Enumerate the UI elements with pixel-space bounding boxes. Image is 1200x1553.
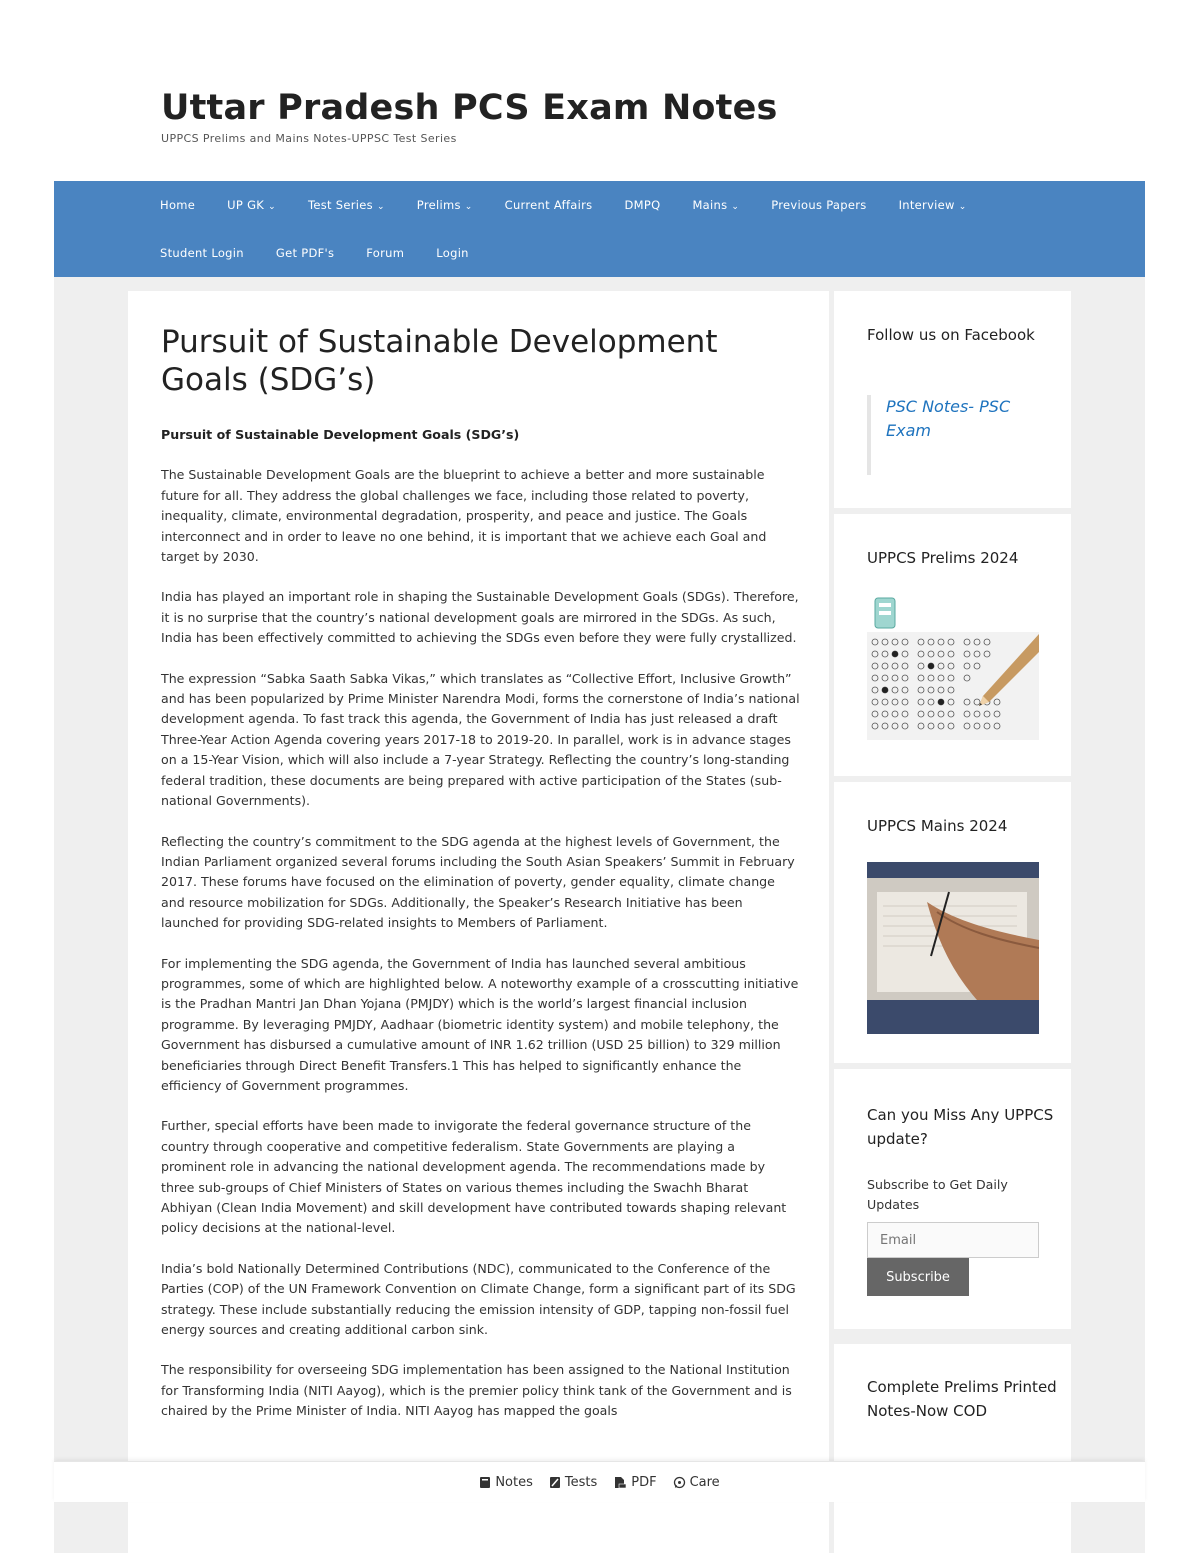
printed-notes-widget (834, 1344, 1071, 1553)
nav-item-label: Current Affairs (504, 198, 593, 212)
nav-item-current-affairs[interactable] (505, 198, 593, 212)
nav-item-mains[interactable] (692, 198, 739, 212)
bottom-tests-label: Tests (564, 1474, 598, 1490)
prelims-promo-image[interactable] (867, 594, 1039, 740)
nav-item-test-series[interactable] (308, 198, 385, 212)
nav-item-forum[interactable] (366, 246, 404, 260)
facebook-widget-title: Follow us on Facebook (867, 326, 1035, 344)
chevron-down-icon: ⌄ (958, 202, 967, 212)
chevron-down-icon: ⌄ (731, 202, 740, 212)
nav-item-interview[interactable] (899, 198, 967, 212)
nav-item-label: Prelims (416, 198, 461, 212)
facebook-quote (867, 395, 1058, 475)
paragraph: India has played an important role in shaping the Sustainable Development Goals (SDGs). Therefore, it is no surprise that the country’s national development goals are mirrored in the SDGs. As such, India has been effectively committed to achieving the SDGs even before they were fully crystallized. (161, 589, 799, 646)
site-header (161, 86, 1061, 145)
chevron-down-icon: ⌄ (376, 202, 385, 212)
paragraph: The expression “Sabka Saath Sabka Vikas,” which translates as “Collective Effort, Inclusive Growth” and has been popularized by Prime Minister Narendra Modi, forms the cornerstone of India’s national development agenda. To fast track this agenda, the Government of India has just released a draft Three-Year Action Agenda covering years 2017-18 to 2019-20. In parallel, work is in advance stages on a 15-Year Vision, which will also include a 7-year Strategy. Reflecting the country’s long-standing federal tradition, these documents are being prepared with active participation of the States (sub-national Governments). (161, 670, 800, 809)
subscribe-subtitle: Subscribe to Get Daily Updates (867, 1177, 1008, 1212)
whatsapp-icon (673, 1476, 686, 1489)
bottom-care-label: Care (689, 1474, 720, 1490)
bottom-notes-link[interactable] (479, 1475, 533, 1490)
paragraph: For implementing the SDG agenda, the Government of India has launched several ambitious programmes, some of which are highlighted below. A noteworthy example of a crosscutting initiative is the Pradhan Mantri Jan Dhan Yojana (PMJDY) which is the world’s largest financial inclusion programme. By leveraging PMJDY, Aadhaar (biometric identity system) and mobile telephony, the Government has disbursed a cumulative amount of INR 1.62 trillion (USD 25 billion) to 329 million beneficiaries through Direct Benefit Transfers.1 This has helped to significantly enhance the efficiency of Government programmes. (161, 955, 799, 1093)
nav-item-label: Test Series (307, 198, 373, 212)
bottom-quick-bar (54, 1461, 1145, 1502)
pdf-icon (613, 1476, 627, 1489)
mains-promo-image[interactable] (867, 862, 1039, 1034)
paragraph: The Sustainable Development Goals are the blueprint to achieve a better and more sustainable future for all. They address the global challenges we face, including those related to poverty, inequality, climate, environmental degradation, prosperity, and peace and justice. The Goals interconnect and in order to leave no one behind, it is important that we achieve each Goal and target by 2030. (161, 467, 767, 565)
nav-item-label: Forum (366, 246, 405, 260)
prelims-widget-title: UPPCS Prelims 2024 (867, 549, 1019, 567)
paragraph: India’s bold Nationally Determined Contributions (NDC), communicated to the Conference of the Parties (COP) of the UN Framework Convention on Climate Change, form a significant part of its SDG strategy. These include substantially reducing the emission intensity of GDP, tapping non-fossil fuel energy sources and creating additional carbon sink. (161, 1260, 796, 1338)
bottom-pdf-label: PDF (631, 1474, 657, 1490)
nav-item-home[interactable] (160, 198, 195, 212)
subscribe-widget (834, 1069, 1071, 1329)
facebook-widget (834, 291, 1071, 508)
paragraph: The responsibility for overseeing SDG implementation has been assigned to the National Institution for Transforming India (NITI Aayog), which is the premier policy think tank of the Government and is chaired by the Prime Minister of India. NITI Aayog has mapped the goals (161, 1362, 792, 1419)
post-title: Pursuit of Sustainable Development Goals (SDG’s) (161, 324, 718, 398)
nav-item-label: UP GK (227, 198, 265, 212)
facebook-page-link[interactable]: PSC Notes- PSC Exam (886, 397, 1011, 440)
nav-item-dmpq[interactable] (624, 198, 660, 212)
nav-item-up-gk[interactable] (227, 198, 276, 212)
nav-item-label: Home (160, 198, 196, 212)
subscribe-button[interactable]: Subscribe (867, 1258, 969, 1296)
nav-item-label: Student Login (160, 246, 244, 260)
main-navigation (54, 181, 1145, 277)
article (128, 291, 829, 1553)
bottom-pdf-link[interactable] (613, 1475, 656, 1490)
email-field[interactable] (867, 1222, 1039, 1258)
printed-notes-widget-title: Complete Prelims Printed Notes-Now COD (867, 1378, 1057, 1420)
nav-item-label: Get PDF's (275, 246, 335, 260)
bottom-care-link[interactable] (673, 1475, 720, 1490)
nav-item-label: Previous Papers (771, 198, 867, 212)
mains-widget (834, 782, 1071, 1063)
chevron-down-icon: ⌄ (268, 202, 276, 212)
subscribe-widget-title: Can you Miss Any UPPCS update? (867, 1106, 1054, 1148)
site-title[interactable]: Uttar Pradesh PCS Exam Notes (161, 88, 778, 128)
nav-item-student-login[interactable] (160, 246, 244, 260)
nav-item-label: Login (436, 246, 469, 260)
nav-item-get-pdf-s[interactable] (276, 246, 334, 260)
chevron-down-icon: ⌄ (464, 202, 473, 212)
nav-item-label: Interview (898, 198, 955, 212)
nav-item-login[interactable] (436, 246, 469, 260)
nav-item-previous-papers[interactable] (771, 198, 866, 212)
bottom-notes-label: Notes (495, 1474, 533, 1490)
prelims-omr-sheet-illustration (867, 594, 1039, 740)
mains-widget-title: UPPCS Mains 2024 (867, 817, 1008, 835)
nav-item-prelims[interactable] (417, 198, 473, 212)
mains-writing-illustration (867, 862, 1039, 1034)
site-tagline: UPPCS Prelims and Mains Notes-UPPSC Test Series (161, 132, 457, 145)
nav-row-primary (160, 181, 999, 229)
pencil-icon (549, 1476, 561, 1489)
nav-row-secondary (160, 229, 501, 277)
nav-item-label: Mains (692, 198, 728, 212)
prelims-widget (834, 514, 1071, 776)
nav-item-label: DMPQ (624, 198, 661, 212)
book-icon (479, 1476, 491, 1489)
post-intro-bold: Pursuit of Sustainable Development Goals (SDG’s) (161, 427, 520, 442)
paragraph: Further, special efforts have been made to invigorate the federal governance structure of the country through cooperative and competitive federalism. State Governments are playing a prominent role in advancing the national development agenda. The recommendations made by three sub-groups of Chief Ministers of States on various themes including the Swachh Bharat Abhiyan (Clean India Movement) and skill development have contributed towards shaping relevant policy decisions at the national-level. (161, 1118, 787, 1236)
post-body (161, 425, 801, 1442)
bottom-tests-link[interactable] (549, 1475, 597, 1490)
paragraph: Reflecting the country’s commitment to the SDG agenda at the highest levels of Government, the Indian Parliament organized several forums including the South Asian Speakers’ Summit in February 2017. These forums have focused on the elimination of poverty, gender equality, climate change and resource mobilization for SDGs. Additionally, the Speaker’s Research Initiative has been launched for providing SDG-related insights to Members of Parliament. (161, 833, 795, 931)
